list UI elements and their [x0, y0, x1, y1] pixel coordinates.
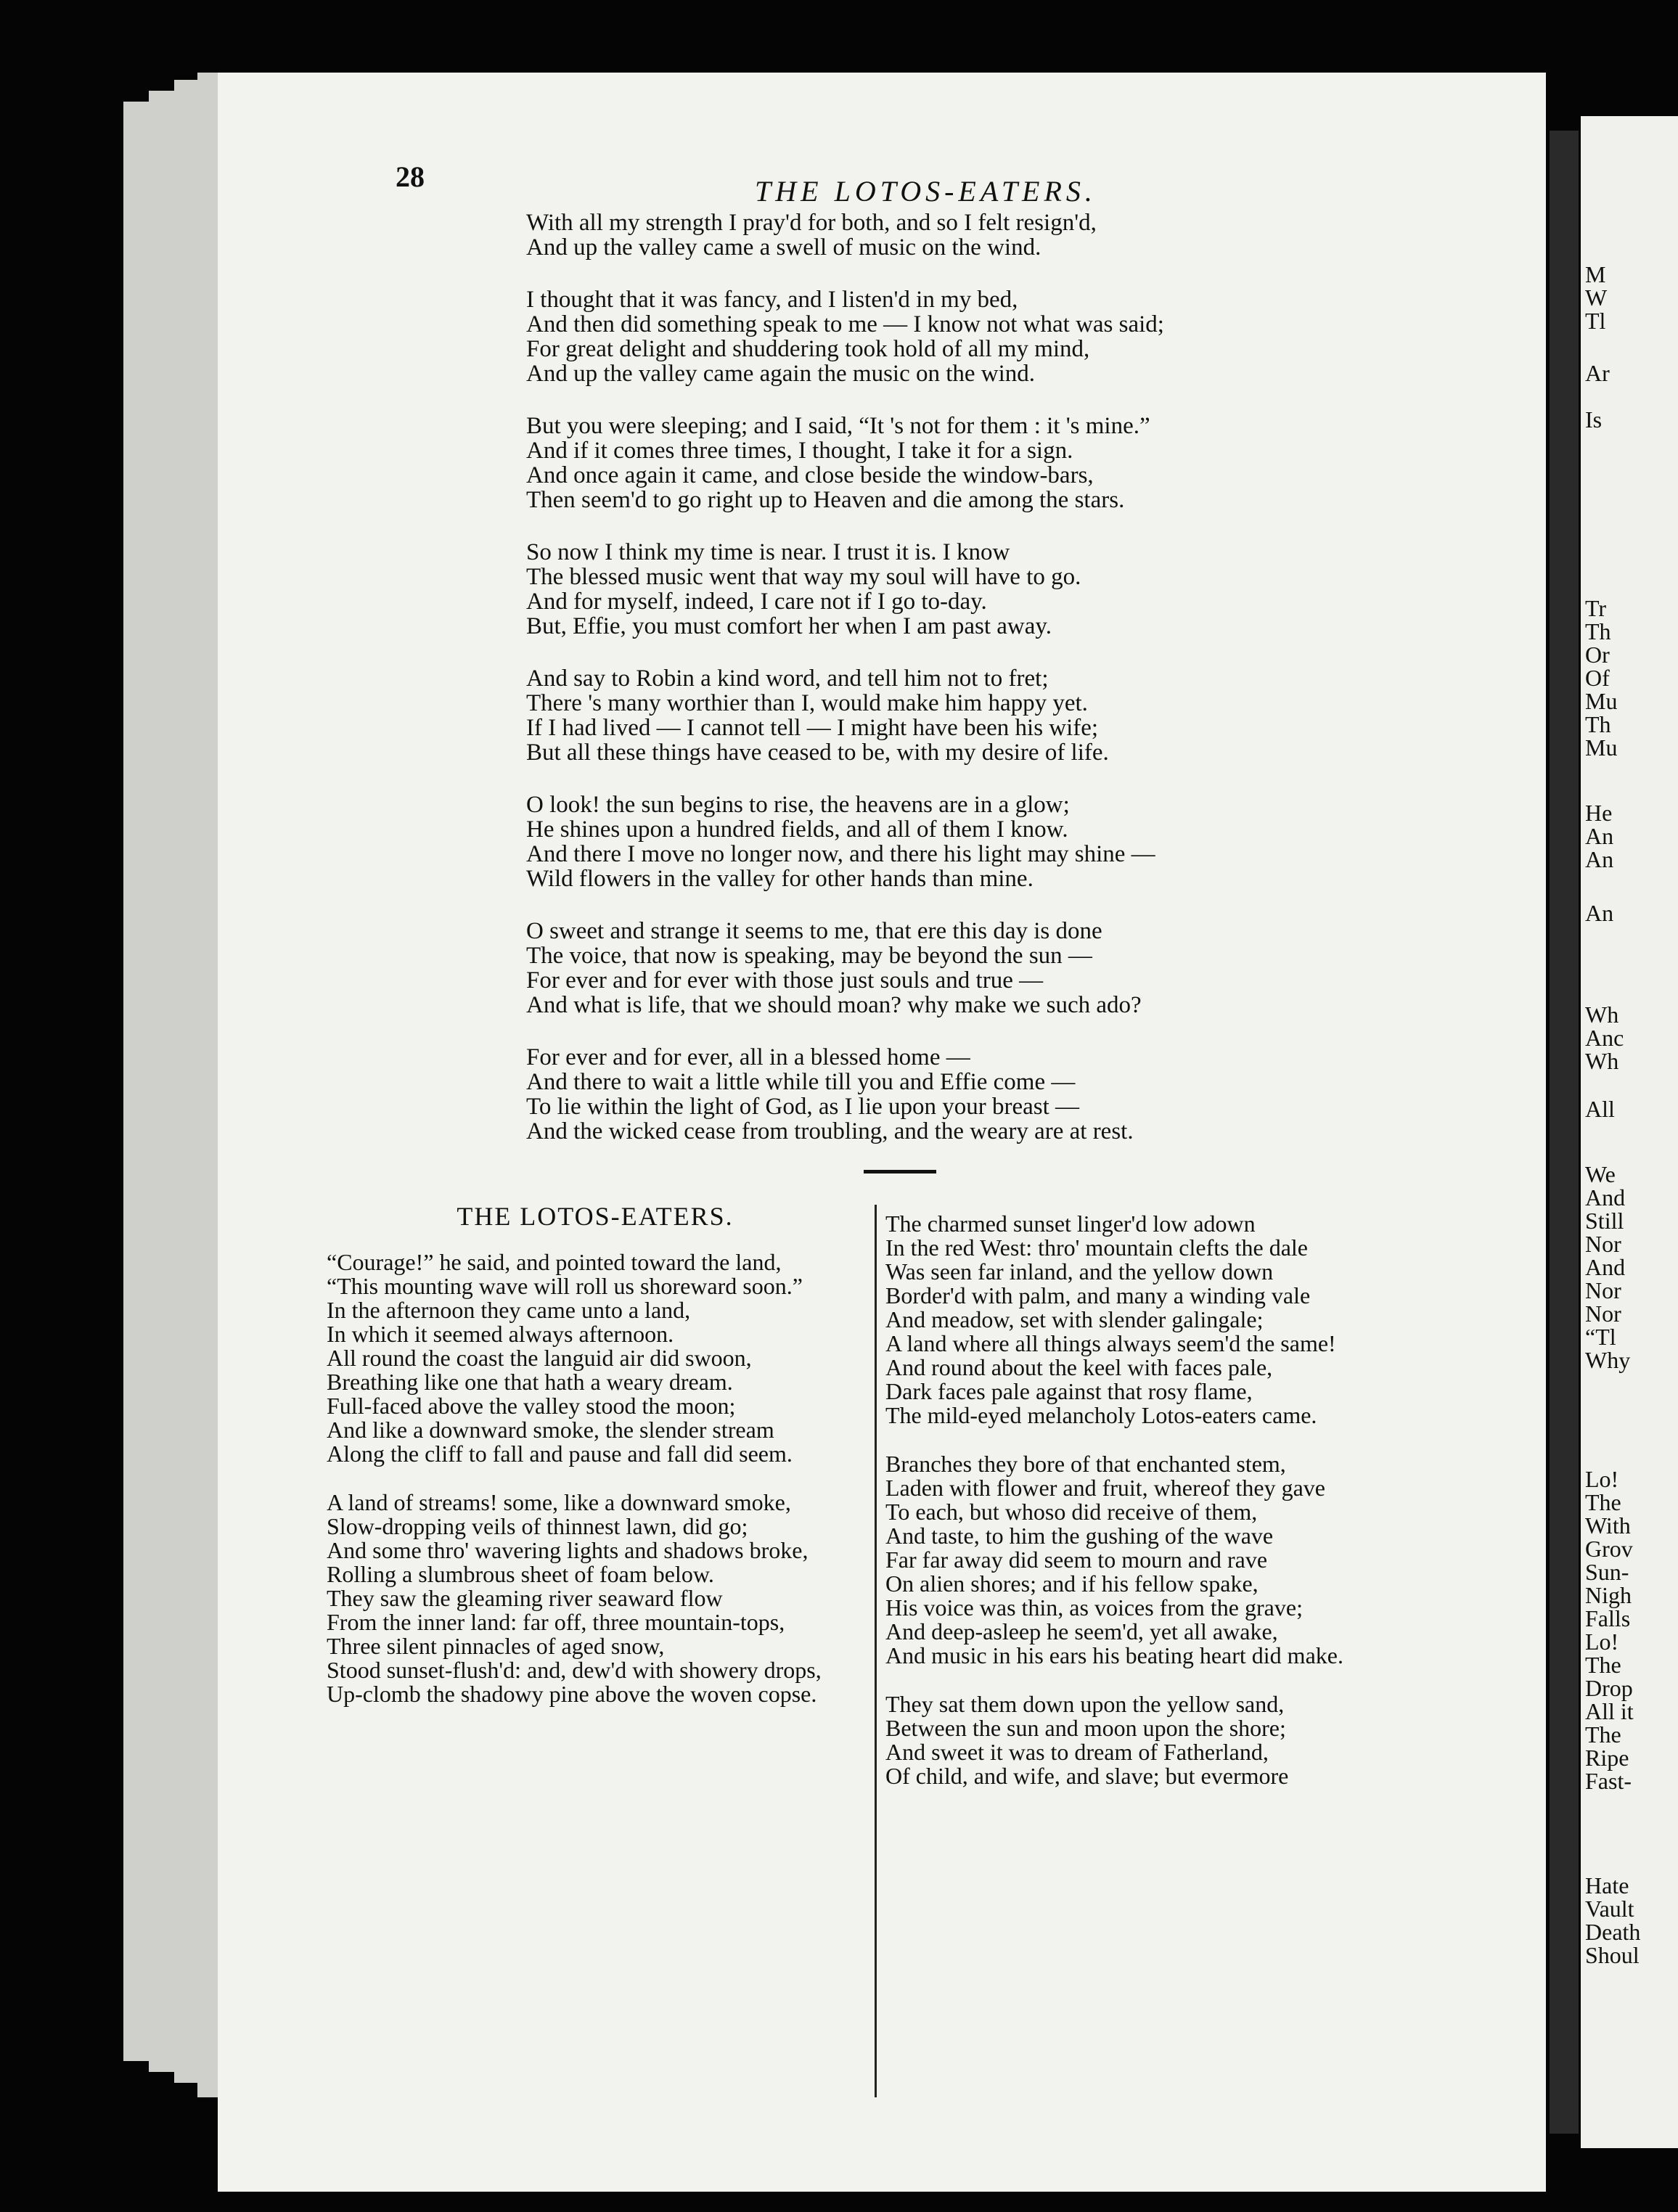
verse-line: Rolling a slumbrous sheet of foam below.: [327, 1561, 714, 1587]
verse-line: They sat them down upon the yellow sand,: [885, 1691, 1285, 1717]
verse-line: For ever and for ever with those just souls and true —: [526, 967, 1044, 994]
verse-line: And what is life, that we should moan? why make we such ado?: [526, 992, 1142, 1018]
next-page-fragment: Shoul: [1585, 1942, 1640, 1968]
verse-line: But you were sleeping; and I said, “It 's not for them : it 's mine.”: [526, 413, 1150, 439]
verse-line: To lie within the light of God, as I lie upon your breast —: [526, 1094, 1080, 1120]
next-page-fragment: An: [1585, 823, 1614, 849]
verse-line: And there I move no longer now, and there his light may shine —: [526, 841, 1155, 867]
next-page-fragment: Or: [1585, 642, 1610, 668]
next-page-fragment: Sun-: [1585, 1559, 1629, 1585]
stanza: [885, 1692, 1459, 1788]
verse-line: And meadow, set with slender galingale;: [885, 1306, 1264, 1332]
stanza: [526, 414, 1433, 512]
verse-line: Between the sun and moon upon the shore;: [885, 1715, 1286, 1741]
verse-line: And like a downward smoke, the slender stream: [327, 1417, 774, 1443]
next-page-fragment: Falls: [1585, 1605, 1631, 1631]
verse-line: They saw the gleaming river seaward flow: [327, 1585, 723, 1611]
verse-line: And sweet it was to dream of Fatherland,: [885, 1739, 1269, 1765]
verse-line: And there to wait a little while till you and Effie come —: [526, 1069, 1076, 1095]
book-gutter: [1550, 131, 1579, 2134]
verse-line: Of child, and wife, and slave; but evermore: [885, 1763, 1289, 1789]
verse-line: But, Effie, you must comfort her when I am past away.: [526, 613, 1052, 639]
next-page-fragment: Lo!: [1585, 1629, 1619, 1655]
verse-line: “Courage!” he said, and pointed toward the land,: [327, 1249, 782, 1275]
stanza: [526, 210, 1433, 260]
verse-line: His voice was thin, as voices from the grave;: [885, 1594, 1303, 1621]
next-page-edge: [1581, 116, 1678, 2148]
next-page-fragment: Drop: [1585, 1675, 1633, 1701]
next-page-fragment: Nor: [1585, 1231, 1621, 1257]
verse-line: And some thro' wavering lights and shadows broke,: [327, 1537, 809, 1563]
stanza: [327, 1491, 864, 1706]
stanza: [885, 1452, 1459, 1668]
page-number: 28: [396, 160, 425, 193]
verse-line: O sweet and strange it seems to me, that ere this day is done: [526, 918, 1102, 944]
next-page-fragment: M: [1585, 261, 1606, 287]
verse-line: And up the valley came a swell of music on the wind.: [526, 234, 1041, 261]
verse-line: And music in his ears his beating heart did make.: [885, 1642, 1343, 1668]
next-page-fragment: Grov: [1585, 1536, 1633, 1562]
verse-line: Then seem'd to go right up to Heaven and die among the stars.: [526, 487, 1125, 513]
verse-line: Branches they bore of that enchanted stem,: [885, 1451, 1286, 1477]
next-page-fragment: W: [1585, 284, 1608, 311]
stanza: [526, 666, 1433, 765]
verse-line: Was seen far inland, and the yellow down: [885, 1258, 1274, 1285]
next-page-fragment: Mu: [1585, 734, 1618, 761]
next-page-fragment: Nor: [1585, 1300, 1621, 1327]
verse-line: And say to Robin a kind word, and tell him not to fret;: [526, 665, 1049, 692]
next-page-fragment: Th: [1585, 618, 1611, 644]
next-page-fragment: And: [1585, 1184, 1626, 1211]
verse-line: And for myself, indeed, I care not if I go to-day.: [526, 589, 987, 615]
verse-line: Stood sunset-flush'd: and, dew'd with showery drops,: [327, 1657, 822, 1683]
next-page-fragment: Wh: [1585, 1048, 1619, 1074]
verse-line: For ever and for ever, all in a blessed home —: [526, 1044, 970, 1070]
next-page-fragment: Th: [1585, 711, 1611, 737]
verse-line: With all my strength I pray'd for both, and so I felt resign'd,: [526, 210, 1097, 236]
verse-line: The charmed sunset linger'd low adown: [885, 1211, 1256, 1237]
next-page-fragment: Lo!: [1585, 1466, 1619, 1492]
next-page-fragment: The: [1585, 1489, 1621, 1515]
verse-line: For great delight and shuddering took hold of all my mind,: [526, 336, 1090, 362]
stanza: [885, 1212, 1459, 1427]
verse-line: Wild flowers in the valley for other hands than mine.: [526, 866, 1034, 892]
previous-poem-text: [526, 210, 1433, 1171]
next-page-fragment: With: [1585, 1512, 1631, 1539]
poem-left-column: [327, 1202, 864, 1731]
stanza: [526, 287, 1433, 386]
verse-line: If I had lived — I cannot tell — I might have been his wife;: [526, 715, 1099, 741]
verse-line: In the afternoon they came unto a land,: [327, 1297, 691, 1323]
verse-line: Laden with flower and fruit, whereof they gave: [885, 1475, 1325, 1501]
verse-line: And taste, to him the gushing of the wave: [885, 1523, 1274, 1549]
verse-line: From the inner land: far off, three mountain-tops,: [327, 1609, 785, 1635]
next-page-fragment: An: [1585, 900, 1614, 926]
stanza: [526, 1045, 1433, 1144]
verse-line: Far far away did seem to mourn and rave: [885, 1547, 1268, 1573]
book-page: [218, 73, 1546, 2192]
verse-line: In the red West: thro' mountain clefts the dale: [885, 1234, 1308, 1261]
verse-line: On alien shores; and if his fellow spake,: [885, 1570, 1258, 1597]
verse-line: A land of streams! some, like a downward smoke,: [327, 1489, 791, 1515]
verse-line: Three silent pinnacles of aged snow,: [327, 1633, 665, 1659]
section-divider: [864, 1170, 936, 1173]
verse-line: There 's many worthier than I, would make him happy yet.: [526, 690, 1088, 716]
next-page-fragment: All it: [1585, 1698, 1634, 1724]
verse-line: So now I think my time is near. I trust it is. I know: [526, 539, 1010, 565]
verse-line: And then did something speak to me — I know not what was said;: [526, 311, 1164, 337]
stanza: [327, 1250, 864, 1466]
verse-line: And the wicked cease from troubling, and the weary are at rest.: [526, 1118, 1134, 1144]
next-page-fragment: Death: [1585, 1919, 1641, 1945]
next-page-fragment: Vault: [1585, 1896, 1634, 1922]
verse-line: But all these things have ceased to be, with my desire of life.: [526, 740, 1109, 766]
next-page-fragment: Nigh: [1585, 1582, 1632, 1608]
verse-line: I thought that it was fancy, and I listen'd in my bed,: [526, 287, 1018, 313]
next-page-fragment: Mu: [1585, 688, 1618, 714]
poem-right-column: [885, 1212, 1459, 1813]
verse-line: And deep-asleep he seem'd, yet all awake,: [885, 1618, 1278, 1644]
next-page-fragment: Tr: [1585, 595, 1607, 621]
verse-line: The voice, that now is speaking, may be beyond the sun —: [526, 943, 1092, 969]
verse-line: Up-clomb the shadowy pine above the woven copse.: [327, 1681, 817, 1707]
verse-line: In which it seemed always afternoon.: [327, 1321, 674, 1347]
next-page-fragment: Tl: [1585, 308, 1606, 334]
next-page-fragment: The: [1585, 1721, 1621, 1748]
next-page-fragment: An: [1585, 846, 1614, 872]
next-page-fragment: Nor: [1585, 1277, 1621, 1303]
verse-line: The mild-eyed melancholy Lotos-eaters came.: [885, 1402, 1317, 1428]
stanza: [526, 792, 1433, 891]
next-page-fragment: He: [1585, 800, 1613, 826]
stanza: [526, 919, 1433, 1017]
verse-line: Slow-dropping veils of thinnest lawn, did go;: [327, 1513, 748, 1539]
poem-title: THE LOTOS-EATERS.: [457, 1202, 734, 1231]
next-page-fragment: Wh: [1585, 1001, 1619, 1028]
next-page-fragment: We: [1585, 1161, 1616, 1187]
verse-line: And once again it came, and close beside the window-bars,: [526, 462, 1094, 488]
next-page-fragment: And: [1585, 1254, 1626, 1280]
next-page-fragment: All: [1585, 1096, 1615, 1122]
next-page-fragment: Is: [1585, 406, 1603, 433]
next-page-fragment: Fast-: [1585, 1768, 1632, 1794]
verse-line: Breathing like one that hath a weary dream.: [327, 1369, 733, 1395]
column-rule: [875, 1205, 877, 2097]
next-page-fragment: Anc: [1585, 1025, 1624, 1051]
next-page-fragment: Still: [1585, 1208, 1624, 1234]
verse-line: The blessed music went that way my soul will have to go.: [526, 564, 1081, 590]
next-page-fragment: “Tl: [1585, 1324, 1616, 1350]
verse-line: A land where all things always seem'd the same!: [885, 1330, 1336, 1356]
verse-line: He shines upon a hundred fields, and all of them I know.: [526, 816, 1068, 843]
verse-line: And round about the keel with faces pale,: [885, 1354, 1273, 1380]
verse-line: Border'd with palm, and many a winding vale: [885, 1282, 1311, 1308]
verse-line: Along the cliff to fall and pause and fall did seem.: [327, 1441, 793, 1467]
verse-line: O look! the sun begins to rise, the heavens are in a glow;: [526, 792, 1070, 818]
verse-line: To each, but whoso did receive of them,: [885, 1499, 1258, 1525]
verse-line: Full-faced above the valley stood the moon;: [327, 1393, 736, 1419]
verse-line: And up the valley came again the music on the wind.: [526, 361, 1036, 387]
verse-line: All round the coast the languid air did swoon,: [327, 1345, 752, 1371]
next-page-fragment: Why: [1585, 1347, 1631, 1373]
next-page-fragment: Hate: [1585, 1872, 1629, 1898]
verse-line: “This mounting wave will roll us shoreward soon.”: [327, 1273, 803, 1299]
next-page-fragment: The: [1585, 1652, 1621, 1678]
stanza: [526, 540, 1433, 639]
verse-line: And if it comes three times, I thought, I take it for a sign.: [526, 438, 1073, 464]
next-page-fragment: Of: [1585, 665, 1610, 691]
running-head: THE LOTOS-EATERS.: [755, 175, 1097, 208]
next-page-fragment: Ar: [1585, 360, 1610, 386]
next-page-fragment: Ripe: [1585, 1745, 1629, 1771]
verse-line: Dark faces pale against that rosy flame,: [885, 1378, 1253, 1404]
